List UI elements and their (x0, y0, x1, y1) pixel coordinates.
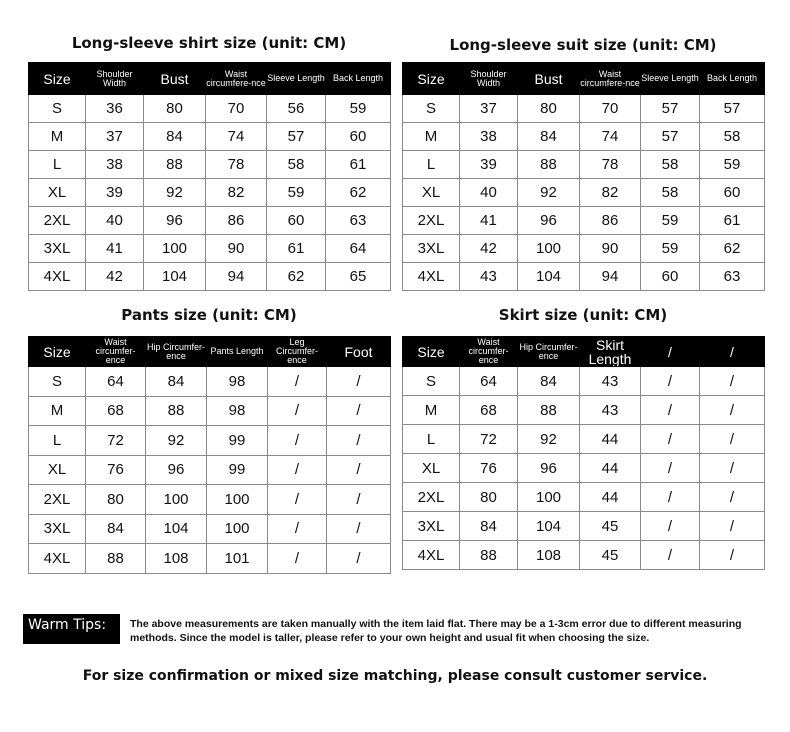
table-cell: 63 (700, 263, 765, 291)
table-cell: 45 (580, 512, 641, 541)
size-cell: L (29, 426, 86, 456)
table-cell: 58 (641, 151, 700, 179)
size-cell: 4XL (29, 544, 86, 574)
table-cell: 63 (326, 207, 391, 235)
table-cell: / (268, 455, 327, 485)
table-cell: 88 (518, 151, 580, 179)
column-header: Skirt Length (580, 337, 641, 367)
table-cell: 100 (207, 514, 268, 544)
table-cell: 76 (460, 454, 518, 483)
column-header: Hip Circumfer-ence (518, 337, 580, 367)
table-row (29, 123, 391, 151)
table-row (403, 483, 765, 512)
pants-table-title: Pants size (unit: CM) (121, 306, 297, 324)
size-cell: L (403, 151, 460, 179)
table-cell: 99 (207, 455, 268, 485)
table-cell: 104 (518, 263, 580, 291)
table-cell: 96 (146, 455, 207, 485)
table-cell: 58 (267, 151, 326, 179)
table-cell: 100 (144, 235, 206, 263)
table-cell: / (268, 396, 327, 426)
table-row (29, 367, 391, 397)
shirt-size-block (28, 30, 390, 290)
table-cell: 108 (518, 541, 580, 570)
table-cell: / (700, 454, 765, 483)
table-row (403, 396, 765, 425)
size-cell: 2XL (403, 207, 460, 235)
skirt-table-body (403, 367, 765, 570)
table-cell: 100 (518, 483, 580, 512)
shirt-table-body (29, 95, 391, 291)
table-cell: 57 (700, 95, 765, 123)
size-cell: 3XL (403, 512, 460, 541)
table-cell: / (327, 485, 391, 515)
table-cell: 80 (518, 95, 580, 123)
table-cell: 76 (86, 455, 146, 485)
table-cell: / (700, 483, 765, 512)
table-cell: 57 (641, 123, 700, 151)
header-row (403, 337, 765, 367)
table-row (29, 485, 391, 515)
table-row (403, 123, 765, 151)
table-cell: 92 (518, 425, 580, 454)
table-cell: / (641, 512, 700, 541)
table-cell: 100 (146, 485, 207, 515)
table-cell: 68 (460, 396, 518, 425)
table-cell: / (268, 544, 327, 574)
table-cell: / (641, 541, 700, 570)
table-cell: 92 (144, 179, 206, 207)
table-cell: 60 (267, 207, 326, 235)
table-cell: / (700, 541, 765, 570)
table-cell: / (700, 512, 765, 541)
size-cell: 2XL (403, 483, 460, 512)
table-cell: 38 (86, 151, 144, 179)
size-cell: M (29, 396, 86, 426)
size-cell: XL (403, 454, 460, 483)
table-cell: 92 (146, 426, 207, 456)
size-cell: M (29, 123, 86, 151)
table-cell: 88 (144, 151, 206, 179)
table-cell: 92 (518, 179, 580, 207)
table-cell: 57 (267, 123, 326, 151)
size-cell: 2XL (29, 485, 86, 515)
table-cell: 94 (580, 263, 641, 291)
table-row (29, 207, 391, 235)
table-row (403, 151, 765, 179)
header-row (403, 63, 765, 95)
table-cell: 65 (326, 263, 391, 291)
table-cell: 100 (207, 485, 268, 515)
table-cell: / (327, 367, 391, 397)
suit-table-header (403, 63, 765, 95)
table-cell: / (327, 514, 391, 544)
table-row (29, 544, 391, 574)
table-row (403, 541, 765, 570)
table-cell: 64 (326, 235, 391, 263)
table-cell: 44 (580, 483, 641, 512)
table-cell: 37 (460, 95, 518, 123)
shirt-size-table (28, 62, 391, 291)
table-cell: 84 (518, 123, 580, 151)
size-cell: L (29, 151, 86, 179)
table-cell: 94 (206, 263, 267, 291)
column-header: Sleeve Length (641, 63, 700, 95)
table-cell: 80 (460, 483, 518, 512)
table-cell: 86 (580, 207, 641, 235)
table-cell: 64 (86, 367, 146, 397)
table-cell: 68 (86, 396, 146, 426)
table-cell: / (268, 514, 327, 544)
size-cell: S (29, 95, 86, 123)
table-cell: 88 (146, 396, 207, 426)
table-row (29, 455, 391, 485)
column-header: Sleeve Length (267, 63, 326, 95)
table-cell: 104 (146, 514, 207, 544)
table-cell: 82 (206, 179, 267, 207)
table-cell: 84 (518, 367, 580, 396)
table-row (29, 179, 391, 207)
table-cell: 74 (580, 123, 641, 151)
skirt-size-block (402, 302, 764, 570)
table-cell: 59 (700, 151, 765, 179)
table-cell: 98 (207, 396, 268, 426)
column-header: Leg Circumfer-ence (268, 337, 327, 367)
size-cell: M (403, 123, 460, 151)
table-cell: 96 (144, 207, 206, 235)
size-cell: S (403, 95, 460, 123)
table-cell: / (327, 426, 391, 456)
table-cell: / (327, 396, 391, 426)
table-cell: 60 (641, 263, 700, 291)
column-header: Pants Length (207, 337, 268, 367)
column-header: Size (403, 337, 460, 367)
table-cell: 38 (460, 123, 518, 151)
table-cell: 61 (326, 151, 391, 179)
pants-size-table (28, 336, 391, 574)
table-cell: 59 (641, 207, 700, 235)
suit-size-block (402, 34, 764, 290)
size-cell: 4XL (403, 541, 460, 570)
table-cell: 84 (144, 123, 206, 151)
table-cell: 43 (580, 367, 641, 396)
column-header: Bust (518, 63, 580, 95)
table-cell: 88 (86, 544, 146, 574)
table-cell: 84 (460, 512, 518, 541)
suit-table-title: Long-sleeve suit size (unit: CM) (449, 36, 717, 54)
table-row (403, 367, 765, 396)
skirt-table-header (403, 337, 765, 367)
table-cell: 61 (700, 207, 765, 235)
shirt-table-title: Long-sleeve shirt size (unit: CM) (71, 34, 347, 52)
pants-table-body (29, 367, 391, 574)
table-cell: 44 (580, 425, 641, 454)
table-cell: 42 (86, 263, 144, 291)
suit-size-table (402, 62, 765, 291)
table-row (403, 454, 765, 483)
table-cell: / (641, 396, 700, 425)
header-row (29, 63, 391, 95)
table-cell: 74 (206, 123, 267, 151)
column-header: Foot (327, 337, 391, 367)
size-cell: 4XL (403, 263, 460, 291)
table-cell: 84 (86, 514, 146, 544)
table-cell: / (268, 367, 327, 397)
column-header: / (700, 337, 765, 367)
shirt-table-header (29, 63, 391, 95)
table-cell: 41 (86, 235, 144, 263)
table-cell: 39 (86, 179, 144, 207)
table-cell: 57 (641, 95, 700, 123)
column-header: Shoulder Width (86, 63, 144, 95)
column-header: Size (403, 63, 460, 95)
table-cell: 60 (326, 123, 391, 151)
column-header: Back Length (700, 63, 765, 95)
table-cell: 96 (518, 454, 580, 483)
size-cell: 3XL (29, 235, 86, 263)
table-cell: 104 (144, 263, 206, 291)
customer-service-note: For size confirmation or mixed size matching, please consult customer service. (82, 668, 708, 684)
table-cell: / (641, 425, 700, 454)
table-cell: 62 (267, 263, 326, 291)
table-cell: 101 (207, 544, 268, 574)
pants-table-header (29, 337, 391, 367)
table-cell: 60 (700, 179, 765, 207)
table-cell: 78 (580, 151, 641, 179)
column-header: Shoulder Width (460, 63, 518, 95)
table-row (29, 396, 391, 426)
table-cell: 36 (86, 95, 144, 123)
table-row (29, 151, 391, 179)
table-cell: 61 (267, 235, 326, 263)
table-cell: 82 (580, 179, 641, 207)
table-cell: / (641, 367, 700, 396)
table-cell: 56 (267, 95, 326, 123)
table-cell: 72 (86, 426, 146, 456)
skirt-table-title: Skirt size (unit: CM) (498, 306, 668, 324)
table-cell: 40 (460, 179, 518, 207)
table-cell: 98 (207, 367, 268, 397)
table-cell: 62 (326, 179, 391, 207)
table-row (403, 235, 765, 263)
table-cell: / (327, 455, 391, 485)
table-cell: 59 (326, 95, 391, 123)
table-cell: 80 (86, 485, 146, 515)
table-cell: 37 (86, 123, 144, 151)
size-cell: 4XL (29, 263, 86, 291)
table-row (403, 512, 765, 541)
table-cell: 78 (206, 151, 267, 179)
table-cell: 100 (518, 235, 580, 263)
table-row (403, 425, 765, 454)
column-header: Waist circumfere-nce (580, 63, 641, 95)
suit-table-body (403, 95, 765, 291)
table-cell: / (268, 426, 327, 456)
column-header: Size (29, 337, 86, 367)
size-cell: L (403, 425, 460, 454)
table-cell: 70 (580, 95, 641, 123)
table-cell: / (268, 485, 327, 515)
size-cell: 3XL (403, 235, 460, 263)
size-cell: XL (403, 179, 460, 207)
table-cell: 104 (518, 512, 580, 541)
table-cell: 86 (206, 207, 267, 235)
table-cell: 96 (518, 207, 580, 235)
table-row (29, 426, 391, 456)
table-row (403, 95, 765, 123)
table-cell: / (641, 483, 700, 512)
column-header: Size (29, 63, 86, 95)
table-row (403, 207, 765, 235)
table-cell: 42 (460, 235, 518, 263)
table-row (403, 179, 765, 207)
table-row (403, 263, 765, 291)
column-header: Back Length (326, 63, 391, 95)
skirt-size-table (402, 336, 765, 570)
size-cell: XL (29, 455, 86, 485)
column-header: / (641, 337, 700, 367)
size-cell: M (403, 396, 460, 425)
table-cell: / (327, 544, 391, 574)
table-cell: 58 (700, 123, 765, 151)
size-cell: 2XL (29, 207, 86, 235)
table-cell: 39 (460, 151, 518, 179)
table-row (29, 95, 391, 123)
table-cell: 72 (460, 425, 518, 454)
header-row (29, 337, 391, 367)
table-row (29, 514, 391, 544)
table-cell: 90 (580, 235, 641, 263)
table-cell: 41 (460, 207, 518, 235)
table-row (29, 235, 391, 263)
size-cell: S (403, 367, 460, 396)
table-cell: / (700, 425, 765, 454)
table-cell: / (700, 396, 765, 425)
table-cell: 88 (518, 396, 580, 425)
warm-tips-label: Warm Tips: (23, 614, 120, 644)
table-cell: 62 (700, 235, 765, 263)
table-cell: 43 (580, 396, 641, 425)
table-cell: 45 (580, 541, 641, 570)
size-cell: S (29, 367, 86, 397)
warm-tips-text: The above measurements are taken manually with the item laid flat. There may be a 1-3cm error due to different measuring methods. Since the model is taller, please refer to your own height and usual fit when choosing the size. (130, 618, 742, 644)
table-row (29, 263, 391, 291)
pants-size-block (28, 302, 390, 570)
column-header: Waist circumfer-ence (86, 337, 146, 367)
table-cell: 90 (206, 235, 267, 263)
table-cell: / (641, 454, 700, 483)
size-cell: XL (29, 179, 86, 207)
table-cell: 108 (146, 544, 207, 574)
column-header: Waist circumfere-nce (206, 63, 267, 95)
table-cell: 59 (641, 235, 700, 263)
table-cell: 43 (460, 263, 518, 291)
size-cell: 3XL (29, 514, 86, 544)
table-cell: / (700, 367, 765, 396)
column-header: Waist circumfer-ence (460, 337, 518, 367)
table-cell: 44 (580, 454, 641, 483)
table-cell: 70 (206, 95, 267, 123)
table-cell: 88 (460, 541, 518, 570)
table-cell: 80 (144, 95, 206, 123)
table-cell: 64 (460, 367, 518, 396)
column-header: Bust (144, 63, 206, 95)
column-header: Hip Circumfer-ence (146, 337, 207, 367)
table-cell: 59 (267, 179, 326, 207)
table-cell: 84 (146, 367, 207, 397)
table-cell: 58 (641, 179, 700, 207)
table-cell: 40 (86, 207, 144, 235)
table-cell: 99 (207, 426, 268, 456)
